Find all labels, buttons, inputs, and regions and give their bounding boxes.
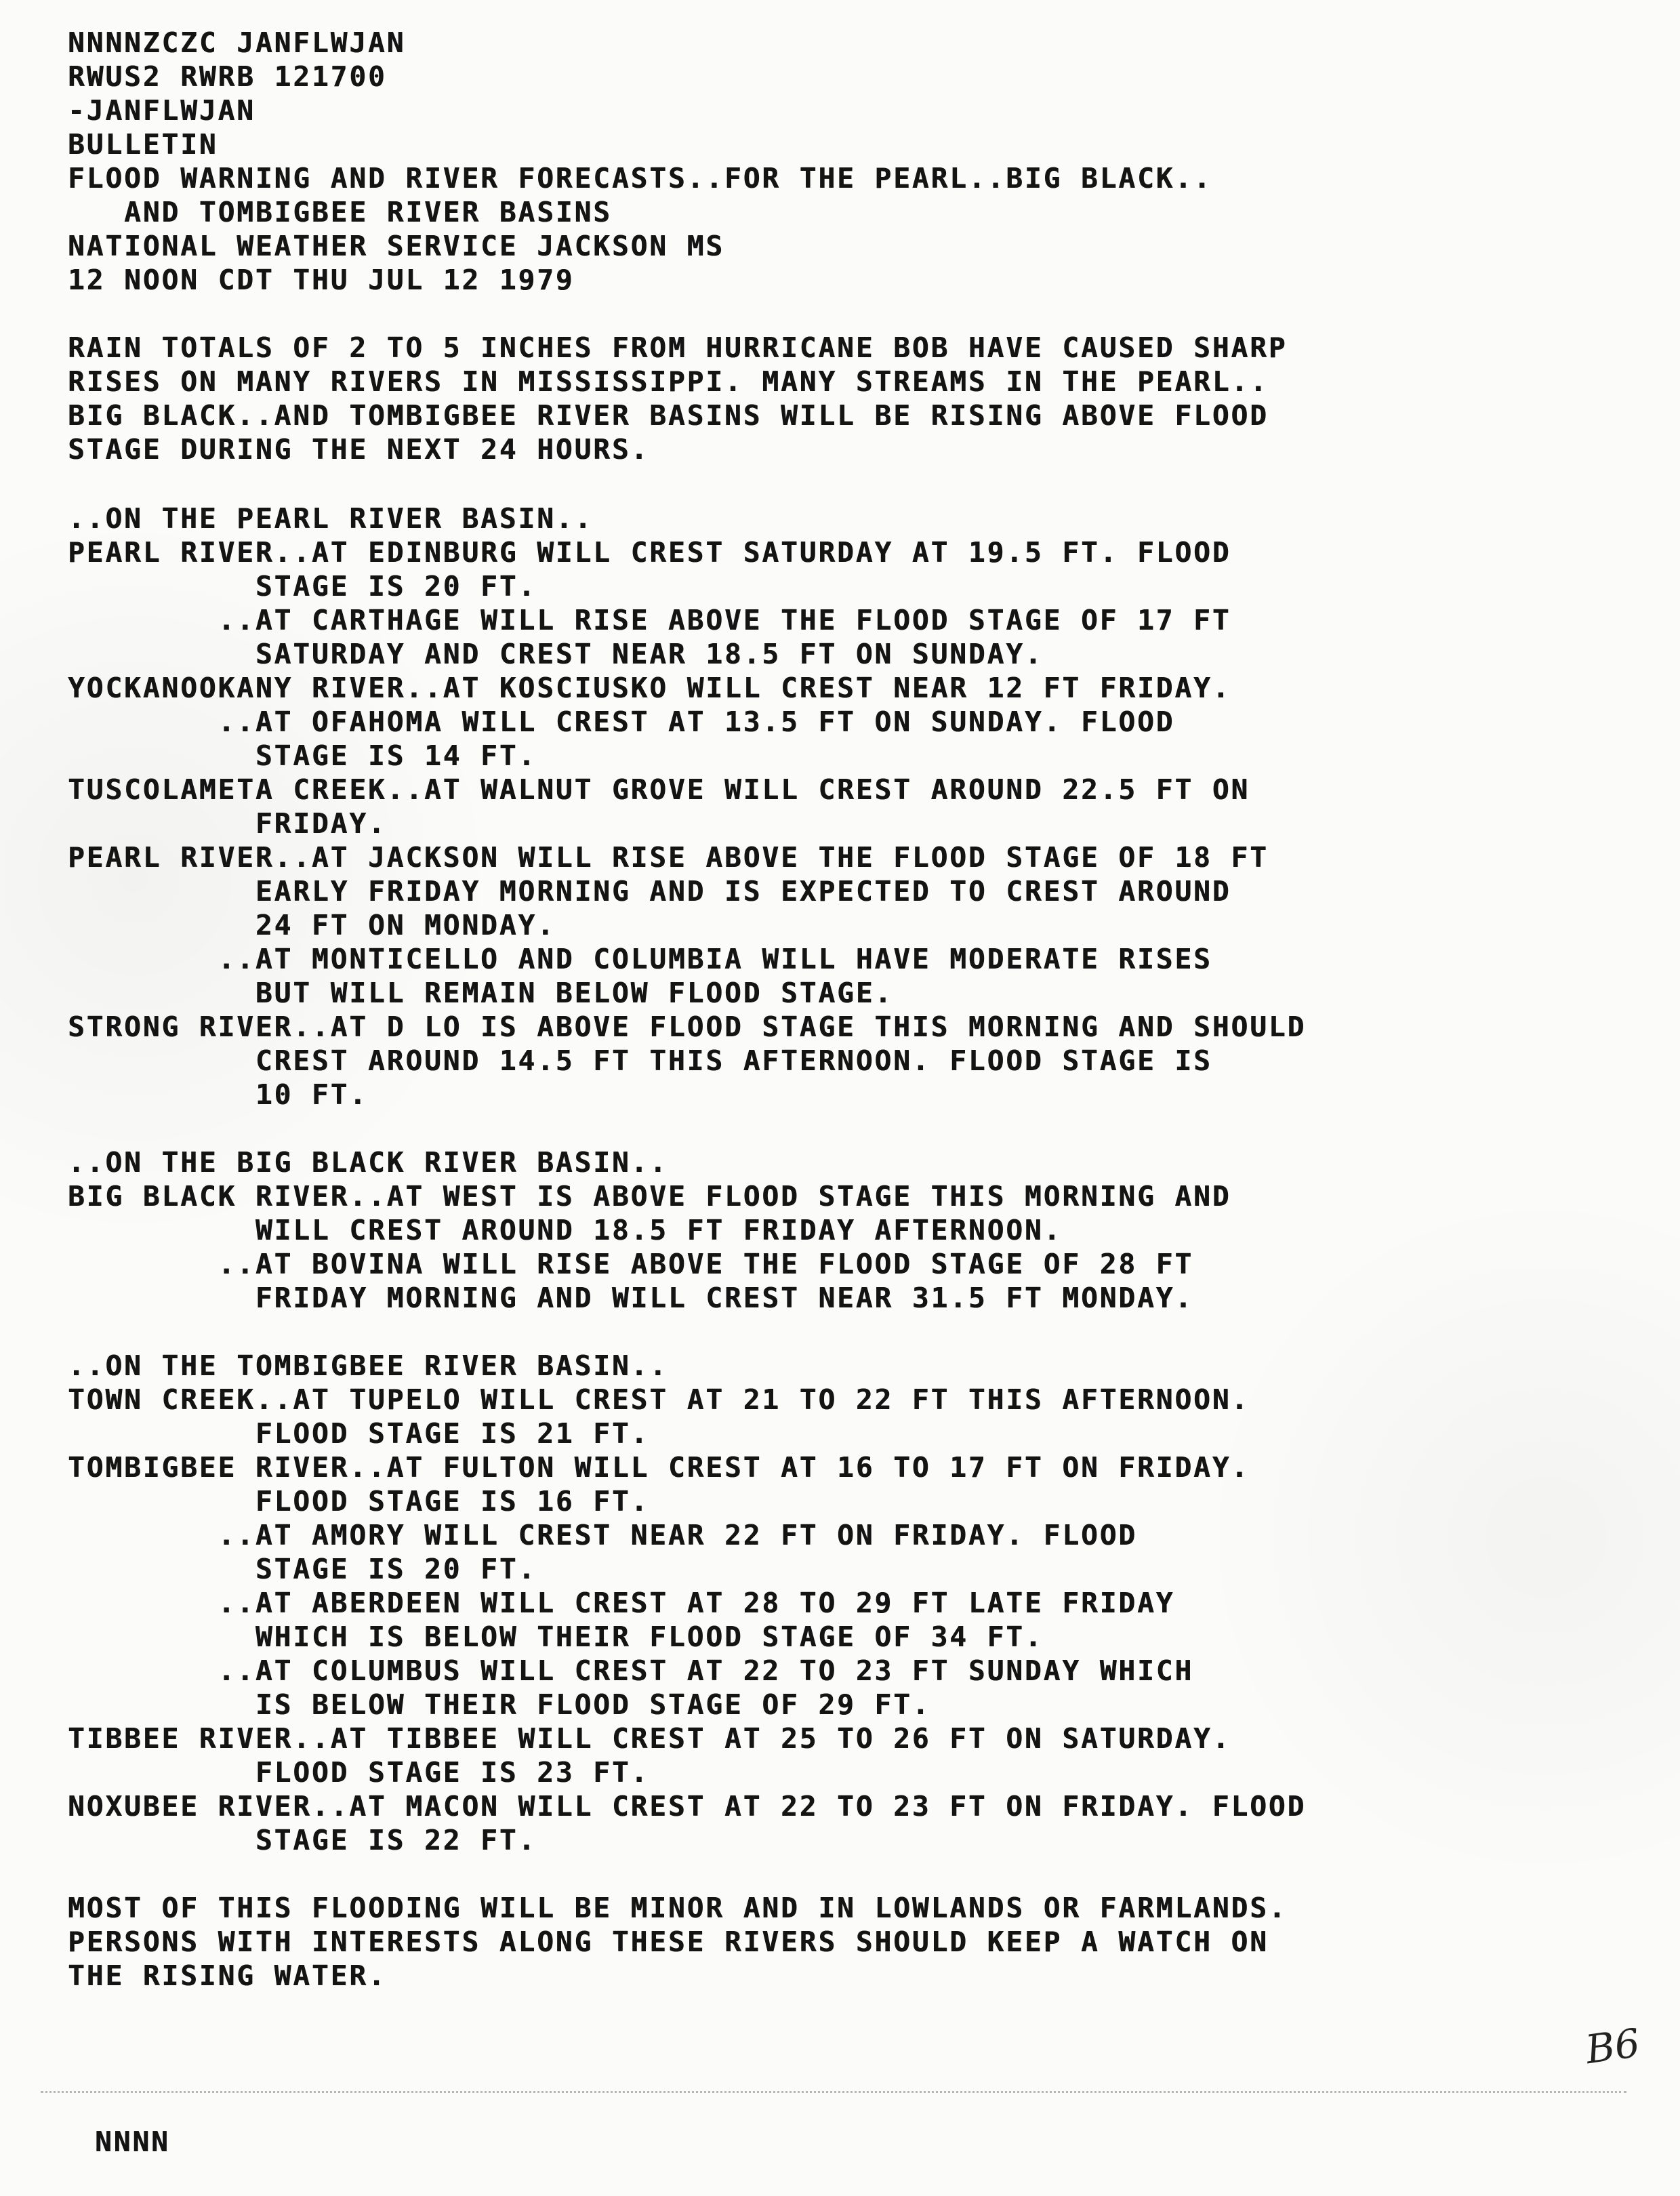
closing-line: PERSONS WITH INTERESTS ALONG THESE RIVERS SHOULD KEEP A WATCH ON	[68, 1926, 1269, 1958]
section-heading: ..ON THE TOMBIGBEE RIVER BASIN..	[68, 1349, 668, 1382]
forecast-line: BUT WILL REMAIN BELOW FLOOD STAGE.	[68, 977, 894, 1009]
forecast-line: STAGE IS 20 FT.	[68, 1553, 537, 1585]
forecast-line: CREST AROUND 14.5 FT THIS AFTERNOON. FLOOD STAGE IS	[68, 1044, 1212, 1077]
forecast-line: TOWN CREEK..AT TUPELO WILL CREST AT 21 TO 22 FT THIS AFTERNOON.	[68, 1383, 1250, 1416]
forecast-line: ..AT OFAHOMA WILL CREST AT 13.5 FT ON SUNDAY. FLOOD	[68, 706, 1175, 738]
forecast-line: STAGE IS 22 FT.	[68, 1824, 537, 1856]
forecast-line: TIBBEE RIVER..AT TIBBEE WILL CREST AT 25 TO 26 FT ON SATURDAY.	[68, 1722, 1231, 1755]
forecast-line: TOMBIGBEE RIVER..AT FULTON WILL CREST AT 16 TO 17 FT ON FRIDAY.	[68, 1451, 1250, 1484]
forecast-line: ..AT COLUMBUS WILL CREST AT 22 TO 23 FT SUNDAY WHICH	[68, 1654, 1194, 1687]
forecast-line: FRIDAY MORNING AND WILL CREST NEAR 31.5 FT MONDAY.	[68, 1282, 1194, 1314]
forecast-line: TUSCOLAMETA CREEK..AT WALNUT GROVE WILL CREST AROUND 22.5 FT ON	[68, 773, 1250, 806]
intro-line: BIG BLACK..AND TOMBIGBEE RIVER BASINS WILL BE RISING ABOVE FLOOD	[68, 399, 1269, 432]
header-line: RWUS2 RWRB 121700	[68, 60, 387, 93]
forecast-line: NOXUBEE RIVER..AT MACON WILL CREST AT 22 TO 23 FT ON FRIDAY. FLOOD	[68, 1790, 1307, 1823]
section-heading: ..ON THE PEARL RIVER BASIN..	[68, 502, 594, 535]
forecast-line: STRONG RIVER..AT D LO IS ABOVE FLOOD STAGE THIS MORNING AND SHOULD	[68, 1011, 1307, 1043]
forecast-line: IS BELOW THEIR FLOOD STAGE OF 29 FT.	[68, 1688, 931, 1721]
forecast-line: PEARL RIVER..AT EDINBURG WILL CREST SATURDAY AT 19.5 FT. FLOOD	[68, 536, 1231, 569]
forecast-line: FLOOD STAGE IS 21 FT.	[68, 1417, 650, 1450]
intro-line: RAIN TOTALS OF 2 TO 5 INCHES FROM HURRICANE BOB HAVE CAUSED SHARP	[68, 331, 1288, 364]
forecast-line: STAGE IS 14 FT.	[68, 739, 537, 772]
issue-time: 12 NOON CDT THU JUL 12 1979	[68, 264, 575, 296]
forecast-line: STAGE IS 20 FT.	[68, 570, 537, 603]
forecast-line: WILL CREST AROUND 18.5 FT FRIDAY AFTERNOON.	[68, 1214, 1063, 1246]
forecast-line: BIG BLACK RIVER..AT WEST IS ABOVE FLOOD STAGE THIS MORNING AND	[68, 1180, 1231, 1213]
forecast-line: ..AT CARTHAGE WILL RISE ABOVE THE FLOOD STAGE OF 17 FT	[68, 604, 1231, 636]
issuing-office: NATIONAL WEATHER SERVICE JACKSON MS	[68, 230, 724, 262]
bulletin-title: FLOOD WARNING AND RIVER FORECASTS..FOR THE PEARL..BIG BLACK..	[68, 162, 1212, 195]
forecast-line: WHICH IS BELOW THEIR FLOOD STAGE OF 34 FT.	[68, 1621, 1044, 1653]
page-divider	[41, 2091, 1626, 2093]
forecast-line: ..AT AMORY WILL CREST NEAR 22 FT ON FRIDAY. FLOOD	[68, 1519, 1137, 1551]
header-line: BULLETIN	[68, 128, 218, 161]
header-line: -JANFLWJAN	[68, 94, 255, 127]
forecast-line: SATURDAY AND CREST NEAR 18.5 FT ON SUNDAY.	[68, 638, 1044, 670]
bulletin-title: AND TOMBIGBEE RIVER BASINS	[68, 196, 612, 228]
forecast-line: PEARL RIVER..AT JACKSON WILL RISE ABOVE THE FLOOD STAGE OF 18 FT	[68, 841, 1269, 874]
message-trailer: NNNN	[95, 2126, 170, 2158]
closing-line: MOST OF THIS FLOODING WILL BE MINOR AND IN LOWLANDS OR FARMLANDS.	[68, 1892, 1288, 1924]
forecast-line: FLOOD STAGE IS 16 FT.	[68, 1485, 650, 1518]
forecast-line: FLOOD STAGE IS 23 FT.	[68, 1756, 650, 1789]
forecast-line: EARLY FRIDAY MORNING AND IS EXPECTED TO CREST AROUND	[68, 875, 1231, 908]
forecast-line: ..AT BOVINA WILL RISE ABOVE THE FLOOD STAGE OF 28 FT	[68, 1248, 1194, 1280]
forecast-line: 10 FT.	[68, 1078, 368, 1111]
intro-line: RISES ON MANY RIVERS IN MISSISSIPPI. MANY STREAMS IN THE PEARL..	[68, 365, 1269, 398]
closing-line: THE RISING WATER.	[68, 1959, 387, 1992]
forecast-line: ..AT MONTICELLO AND COLUMBIA WILL HAVE MODERATE RISES	[68, 943, 1212, 975]
forecast-line: FRIDAY.	[68, 807, 387, 840]
forecast-line: ..AT ABERDEEN WILL CREST AT 28 TO 29 FT LATE FRIDAY	[68, 1587, 1175, 1619]
handwritten-initials: B6	[1582, 2019, 1643, 2073]
intro-line: STAGE DURING THE NEXT 24 HOURS.	[68, 433, 650, 466]
forecast-line: YOCKANOOKANY RIVER..AT KOSCIUSKO WILL CREST NEAR 12 FT FRIDAY.	[68, 672, 1231, 704]
forecast-line: 24 FT ON MONDAY.	[68, 909, 556, 941]
section-heading: ..ON THE BIG BLACK RIVER BASIN..	[68, 1146, 668, 1179]
header-line: NNNNZCZC JANFLWJAN	[68, 26, 406, 59]
